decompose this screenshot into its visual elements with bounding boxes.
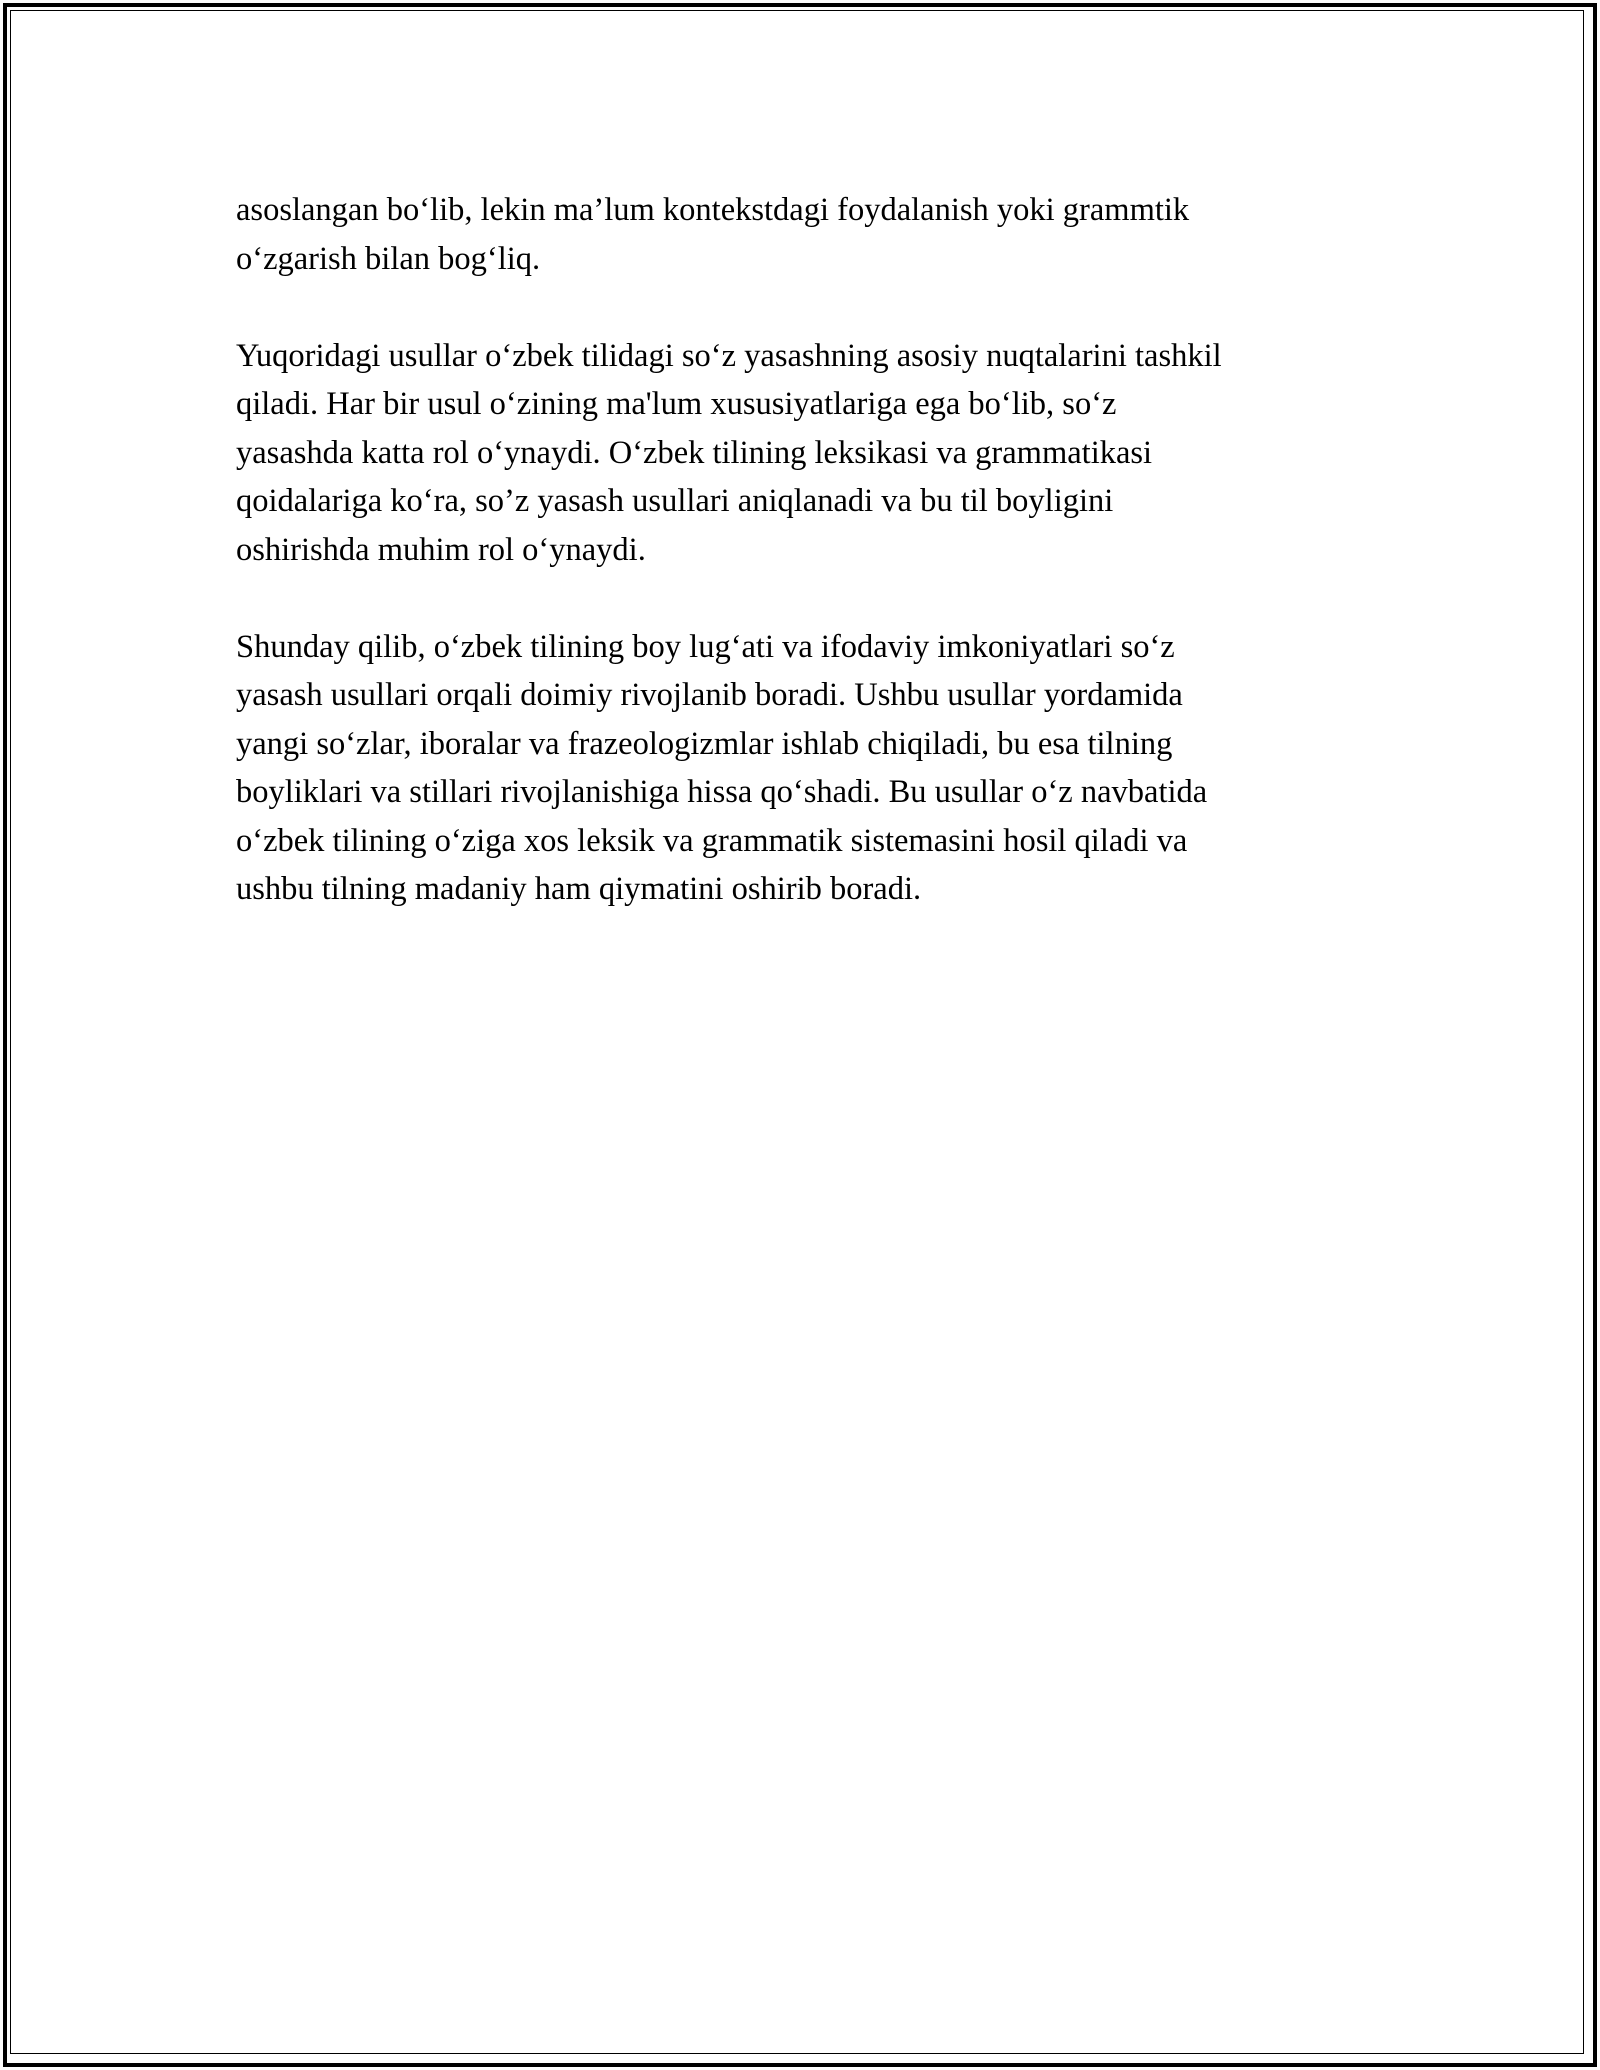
text-line: qiladi. Har bir usul o‘zining ma'lum xususiyatlariga ega bo‘lib, so‘z <box>236 386 1117 422</box>
text-line: oshirishda muhim rol o‘ynaydi. <box>236 531 646 568</box>
text-line: Yuqoridagi usullar o‘zbek tilidagi so‘z yasashning asosiy nuqtalarini tashkil <box>236 337 1222 374</box>
text-line: o‘zgarish bilan bog‘liq. <box>236 240 541 277</box>
paragraph-3 <box>236 623 1396 914</box>
text-line: Shunday qilib, o‘zbek tilining boy lug‘ati va ifodaviy imkoniyatlari so‘z <box>236 628 1175 665</box>
text-line: o‘zbek tilining o‘ziga xos leksik va grammatik sistemasini hosil qiladi va <box>236 822 1188 859</box>
text-line: boyliklari va stillari rivojlanishiga hissa qo‘shadi. Bu usullar o‘z navbatida <box>236 774 1208 810</box>
text-line: yangi so‘zlar, iboralar va frazeologizmlar ishlab chiqiladi, bu esa tilning <box>236 725 1173 762</box>
text-line: asoslangan bo‘lib, lekin ma’lum kontekstdagi foydalanish yoki grammtik <box>236 192 1190 228</box>
paragraph-2 <box>236 332 1396 575</box>
text-line: ushbu tilning madaniy ham qiymatini oshirib boradi. <box>236 871 922 907</box>
text-line: qoidalariga ko‘ra, so’z yasash usullari aniqlanadi va bu til boyligini <box>236 483 1114 519</box>
text-line: yasash usullari orqali doimiy rivojlanib boradi. Ushbu usullar yordamida <box>236 677 1183 713</box>
page-content <box>236 186 1396 962</box>
text-line: yasashda katta rol o‘ynaydi. O‘zbek tilining leksikasi va grammatikasi <box>236 434 1153 471</box>
paragraph-1 <box>236 186 1396 283</box>
